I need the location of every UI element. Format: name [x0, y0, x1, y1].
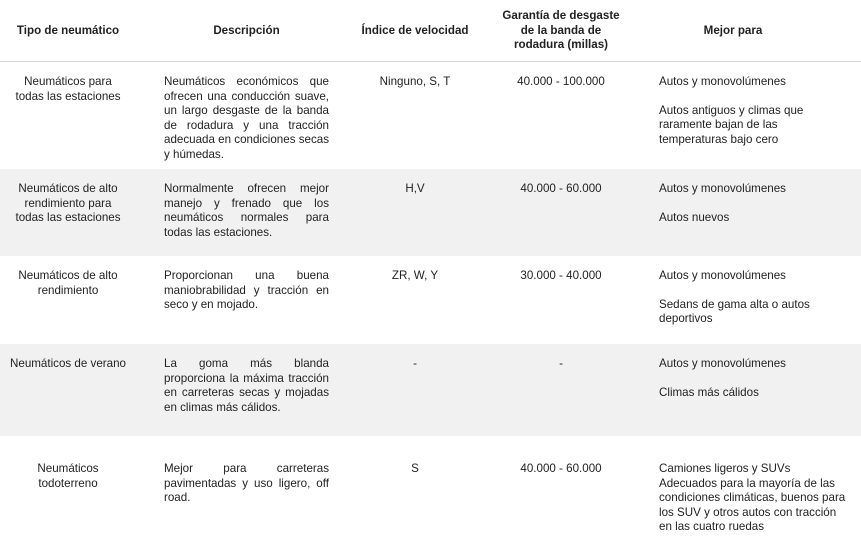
best-for-secondary: Autos antiguos y climas que raramente bajan de las temperaturas bajo cero — [659, 103, 804, 146]
table-row — [0, 436, 861, 550]
table-header — [0, 0, 861, 62]
header-tire-type: Tipo de neumático — [16, 23, 120, 37]
best-for-secondary: Climas más cálidos — [659, 385, 759, 399]
tread-warranty-cell: 40.000 - 100.000 — [517, 75, 605, 88]
best-for-secondary: Adecuados para la mayoría de las condiciones climáticas, buenos para los SUV y otros autos con tracción en las cuatro ruedas — [659, 476, 846, 534]
description-cell: Proporcionan una buena maniobrabilidad y tracción en seco y en mojado. — [164, 269, 329, 312]
best-for-primary: Autos y monovolúmenes — [659, 357, 786, 370]
best-for-secondary: Autos nuevos — [659, 210, 730, 224]
table-row — [0, 256, 861, 344]
tire-type-cell: Neumáticos de alto rendimiento — [18, 269, 118, 297]
speed-index-cell: Ninguno, S, T — [379, 75, 451, 88]
header-description: Descripción — [213, 23, 280, 37]
tread-warranty-cell: 40.000 - 60.000 — [520, 462, 602, 475]
tire-type-cell: Neumáticos todoterreno — [37, 462, 99, 490]
best-for-primary: Autos y monovolúmenes — [659, 269, 786, 282]
header-best-for: Mejor para — [703, 23, 763, 37]
tread-warranty-cell: 30.000 - 40.000 — [520, 269, 602, 282]
best-for-cell — [659, 75, 849, 147]
table-row — [0, 169, 861, 256]
best-for-primary: Autos y monovolúmenes — [659, 75, 786, 88]
tire-type-cell: Neumáticos para todas las estaciones — [15, 75, 121, 103]
header-tread-warranty: Garantía de desgaste de la banda de rodadura (millas) — [502, 9, 620, 52]
tread-warranty-cell: 40.000 - 60.000 — [520, 182, 602, 195]
tire-type-cell: Neumáticos de alto rendimiento para todas las estaciones — [15, 182, 121, 225]
best-for-cell — [659, 462, 849, 535]
table-row — [0, 62, 861, 169]
description-cell: Normalmente ofrecen mejor manejo y frenado que los neumáticos normales para todas las estaciones. — [164, 182, 329, 239]
description-cell: La goma más blanda proporciona la máxima tracción en carreteras secas y mojadas en climas más cálidos. — [164, 357, 329, 414]
speed-index-cell: ZR, W, Y — [391, 269, 439, 282]
tire-type-cell: Neumáticos de verano — [10, 357, 126, 370]
best-for-cell — [659, 357, 849, 400]
speed-index-cell: H,V — [405, 182, 425, 195]
speed-index-cell: - — [413, 357, 417, 370]
best-for-secondary: Sedans de gama alta o autos deportivos — [659, 297, 810, 326]
best-for-primary: Autos y monovolúmenes — [659, 182, 786, 195]
tread-warranty-cell: - — [559, 357, 563, 370]
table-row — [0, 344, 861, 436]
description-cell: Mejor para carreteras pavimentadas y uso ligero, off road. — [164, 462, 329, 505]
best-for-cell — [659, 182, 849, 225]
header-speed-index: Índice de velocidad — [361, 23, 469, 37]
best-for-cell — [659, 269, 849, 327]
description-cell: Neumáticos económicos que ofrecen una conducción suave, un largo desgaste de la banda de rodadura y una tracción adecuada en condiciones secas y húmedas. — [164, 75, 330, 161]
speed-index-cell: S — [411, 462, 419, 475]
best-for-primary: Camiones ligeros y SUVs — [659, 462, 791, 475]
